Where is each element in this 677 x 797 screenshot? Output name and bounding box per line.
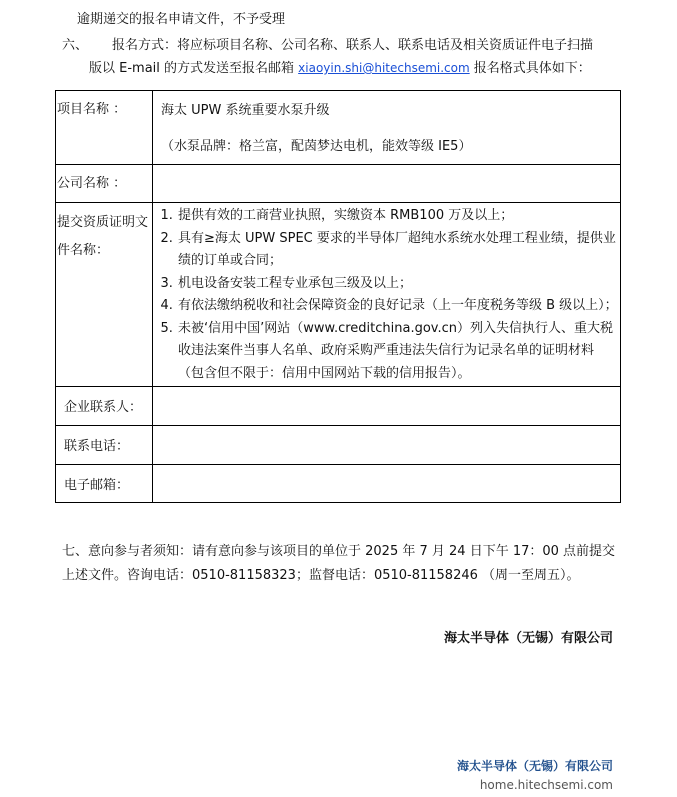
intro-line: 逾期递交的报名申请文件，不予受理	[77, 12, 286, 27]
contact-value-field[interactable]	[153, 387, 621, 426]
registration-email-link[interactable]: xiaoyin.shi@hitechsemi.com	[298, 61, 470, 75]
docs-item-1: 1. 提供有效的工商营业执照，实缴资本 RMB100 万及以上；	[177, 205, 618, 228]
email-label-cell	[56, 465, 153, 503]
project-label: 项目名称 ：	[57, 102, 127, 117]
row-documents	[56, 203, 621, 387]
footer-company-name: 海太半导体（无锡）有限公司	[456, 759, 613, 773]
section-6-line2-post: 报名格式具体如下：	[469, 61, 591, 76]
docs-item-4: 4. 有依法缴纳税收和社会保障资金的良好记录（上一年度税务等级 B 级以上）；	[177, 295, 618, 318]
row-phone	[56, 426, 621, 465]
project-label-cell	[56, 91, 153, 165]
phone-label: 联系电话：	[64, 439, 130, 454]
email-label: 电子邮箱：	[64, 478, 130, 493]
section-6-line1: 报名方式：将应标项目名称、公司名称、联系人、联系电话及相关资质证件电子扫描	[112, 38, 594, 53]
company-signature: 海太半导体（无锡）有限公司	[443, 631, 613, 646]
registration-form-table	[55, 90, 621, 503]
section-6-number: 六、	[62, 38, 89, 53]
section-6-heading	[62, 34, 593, 53]
project-value-cell	[153, 91, 621, 165]
row-email	[56, 465, 621, 503]
project-note: （水泵品牌：格兰富，配茵梦达电机，能效等级 IE5）	[161, 139, 472, 154]
docs-item-3: 3. 机电设备安装工程专业承包三级及以上；	[177, 273, 618, 296]
row-company	[56, 165, 621, 203]
contact-label-cell	[56, 387, 153, 426]
docs-label-cell	[56, 203, 153, 387]
row-contact	[56, 387, 621, 426]
phone-label-cell	[56, 426, 153, 465]
section-6-line2-pre: 版以 E-mail 的方式发送至报名邮箱	[89, 61, 299, 76]
docs-item-5: 5. 未被‘信用中国’网站（www.creditchina.gov.cn）列入失信执行人、重大税收违法案件当事人名单、政府采购严重违法失信行为记录名单的证明材料（包含但不限于：信用中国网站下载的信用报告）。	[177, 318, 618, 386]
docs-item-2: 2. 具有≥海太 UPW SPEC 要求的半导体厂超纯水系统水处理工程业绩，提供业绩的订单或合同；	[177, 228, 618, 273]
docs-list	[153, 203, 620, 385]
docs-list-cell	[153, 203, 621, 387]
email-value-field[interactable]	[153, 465, 621, 503]
section-7-notice: 七、意向参与者须知：请有意向参与该项目的单位于 2025 年 7 月 24 日下午 17：00 点前提交上述文件。咨询电话：0510-81158323；监督电话：0510-81158246 （周一至周五）。	[62, 544, 616, 583]
company-value-field[interactable]	[153, 165, 621, 203]
company-label: 公司名称 ：	[57, 176, 127, 191]
footer-url: home.hitechsemi.com	[479, 778, 613, 792]
project-name: 海太 UPW 系统重要水泵升级	[161, 103, 330, 118]
row-project	[56, 91, 621, 165]
phone-value-field[interactable]	[153, 426, 621, 465]
contact-label: 企业联系人：	[64, 400, 143, 415]
docs-label: 提交资质证明文件名称：	[57, 215, 149, 258]
section-6-line2	[89, 57, 591, 76]
company-label-cell	[56, 165, 153, 203]
